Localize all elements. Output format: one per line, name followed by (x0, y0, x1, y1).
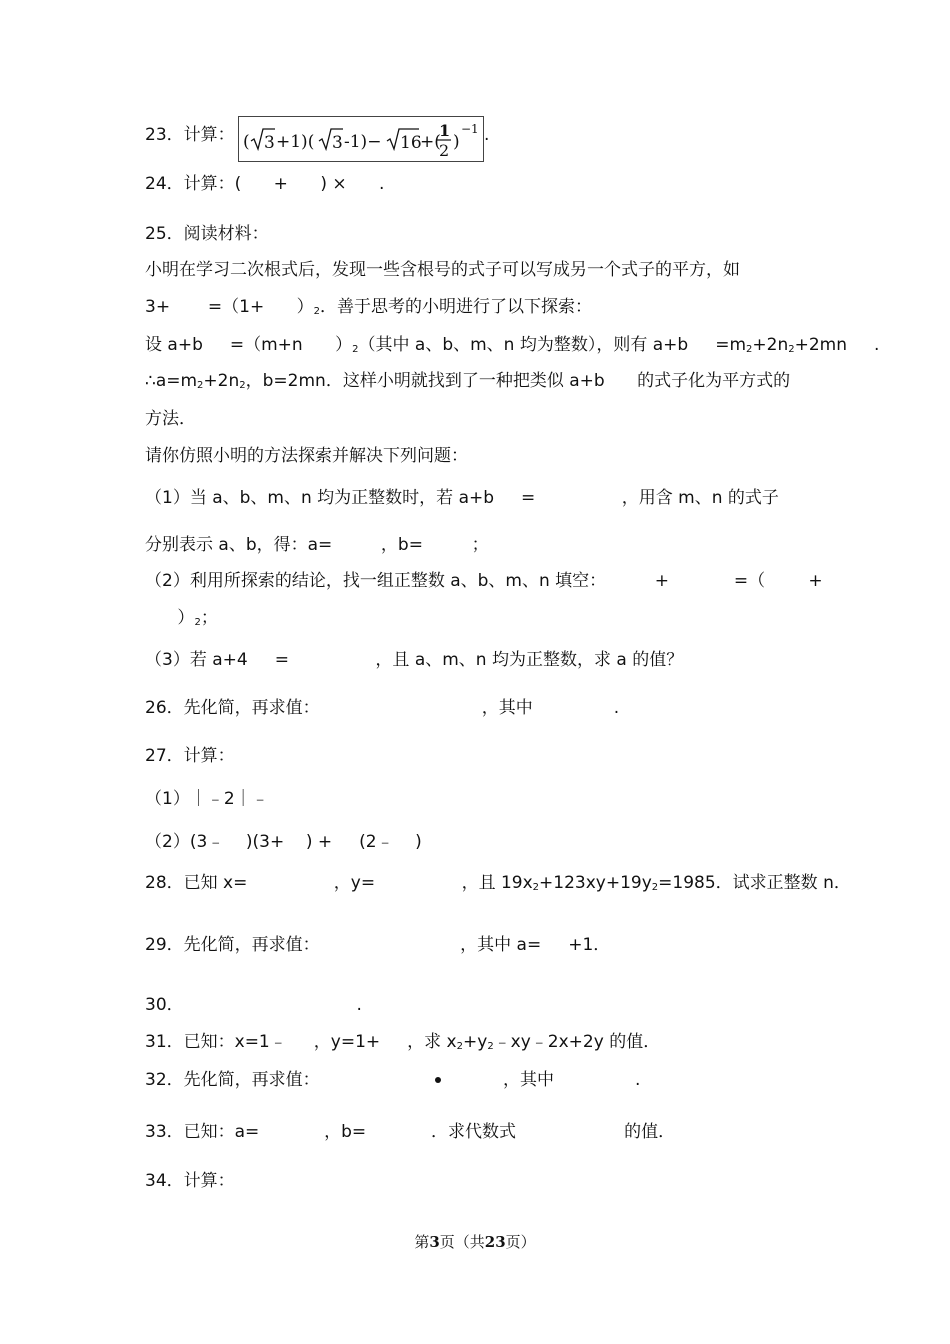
text-part: ； (200, 608, 218, 628)
footer-total-pages: 23 (484, 1233, 506, 1251)
question-25-sub-3: （3）若 a+4 = ，且 a、m、n 均为正整数，求 a 的值？ (145, 650, 684, 670)
formula-23-paren-open: ( (243, 132, 250, 152)
footer-text: 页） (505, 1233, 536, 1251)
formula-23-numerator: 1 (439, 121, 451, 140)
question-25-sub-1-line-1: （1）当 a、b、m、n 均为正整数时，若 a+b = ，用含 m、n 的式子 (145, 488, 779, 508)
superscript: 2 (532, 882, 540, 893)
superscript: 2 (239, 380, 246, 391)
question-25-sub-2-line-2 (145, 608, 218, 631)
text-part: ） (145, 608, 195, 628)
text-part: （其中 a、b、m、n 均为整数），则有 a+b =m (358, 335, 747, 355)
question-23-tail: . (484, 125, 490, 145)
question-23-formula-image (238, 116, 484, 162)
formula-23-part-3: -1)− (344, 132, 382, 152)
question-28 (145, 873, 851, 896)
text-part: +y (463, 1032, 488, 1052)
text-part: ，b=2mn．这样小明就找到了一种把类似 a+b 的式子化为平方式的 (245, 371, 791, 391)
formula-23-radicand-2: 3 (332, 133, 343, 153)
question-34: 34．计算： (145, 1171, 235, 1191)
question-25-paragraph-1: 小明在学习二次根式后，发现一些含根号的式子可以写成另一个式子的平方，如 (145, 260, 740, 280)
text-part: ．善于思考的小明进行了以下探索： (320, 297, 592, 317)
superscript: 2 (313, 306, 320, 317)
formula-23-radicand-1: 3 (264, 133, 275, 153)
footer-page-number: 3 (429, 1233, 440, 1251)
superscript: 2 (746, 344, 753, 355)
footer-text: 第 (414, 1233, 430, 1251)
question-24: 24．计算：( + ) × . (145, 174, 385, 194)
text-part: 设 a+b =（m+n ） (145, 335, 353, 355)
formula-23-part-4: +( (420, 132, 441, 152)
text-part: ∴a=m (145, 371, 198, 391)
formula-23-exponent: −1 (461, 122, 479, 136)
question-33: 33．已知：a= ，b= ．求代数式 的值． (145, 1122, 676, 1142)
question-25-paragraph-2 (145, 297, 592, 320)
formula-23-part-2: +1)( (276, 132, 315, 152)
question-25-title: 25．阅读材料： (145, 224, 269, 244)
superscript: 2 (788, 344, 795, 355)
text-part: +123xy+19y (539, 873, 652, 893)
text-part: 3+ =（1+ ） (145, 297, 314, 317)
superscript: 2 (197, 380, 204, 391)
question-27-sub-2: （2）(3﹣ )(3+ ) + (2﹣ ) (145, 832, 422, 852)
formula-23-paren-close: ) (453, 132, 460, 152)
question-30: 30． . (145, 995, 362, 1015)
footer-text: 页（共 (439, 1233, 485, 1251)
text-part: +2n (203, 371, 240, 391)
formula-23-denominator: 2 (439, 141, 450, 160)
question-25-paragraph-6: 请你仿照小明的方法探索并解决下列问题： (145, 446, 468, 466)
question-25-sub-1-line-2: 分别表示 a、b，得：a= ，b= ； (145, 535, 489, 555)
question-25-sub-2-line-1: （2）利用所探索的结论，找一组正整数 a、b、m、n 填空： + =（ + (145, 571, 823, 591)
question-25-paragraph-3 (145, 335, 879, 358)
question-27-title: 27．计算： (145, 746, 235, 766)
page-footer (0, 1231, 950, 1252)
superscript: 2 (651, 882, 659, 893)
question-32-label: 32．先化简，再求值： (145, 1070, 320, 1090)
multiplication-dot-icon (435, 1077, 441, 1083)
text-part: 31．已知：x=1﹣ ，y=1+ ，求 x (145, 1032, 457, 1052)
formula-23-radicand-3: 16 (400, 133, 422, 153)
superscript: 2 (487, 1041, 494, 1052)
question-32-tail: ，其中 . (503, 1070, 641, 1090)
text-part: +2mn . (794, 335, 880, 355)
question-25-paragraph-5: 方法． (145, 409, 196, 429)
superscript: 2 (352, 344, 359, 355)
text-part: =1985．试求正整数 n． (658, 873, 851, 893)
text-part: ﹣xy﹣2x+2y 的值． (493, 1032, 661, 1052)
superscript: 2 (456, 1041, 463, 1052)
question-25-paragraph-4 (145, 371, 790, 394)
superscript: 2 (194, 617, 201, 628)
question-29: 29．先化简，再求值： ，其中 a= +1． (145, 935, 611, 955)
question-27-sub-1: （1）｜﹣2｜﹣ (145, 789, 269, 809)
text-part: +2n (752, 335, 789, 355)
question-23-label: 23．计算： (145, 125, 235, 145)
question-31 (145, 1032, 660, 1055)
formula-23-svg (239, 117, 483, 161)
question-26: 26．先化简，再求值： ，其中 . (145, 698, 620, 718)
text-part: 28．已知 x= ，y= ，且 19x (145, 873, 533, 893)
